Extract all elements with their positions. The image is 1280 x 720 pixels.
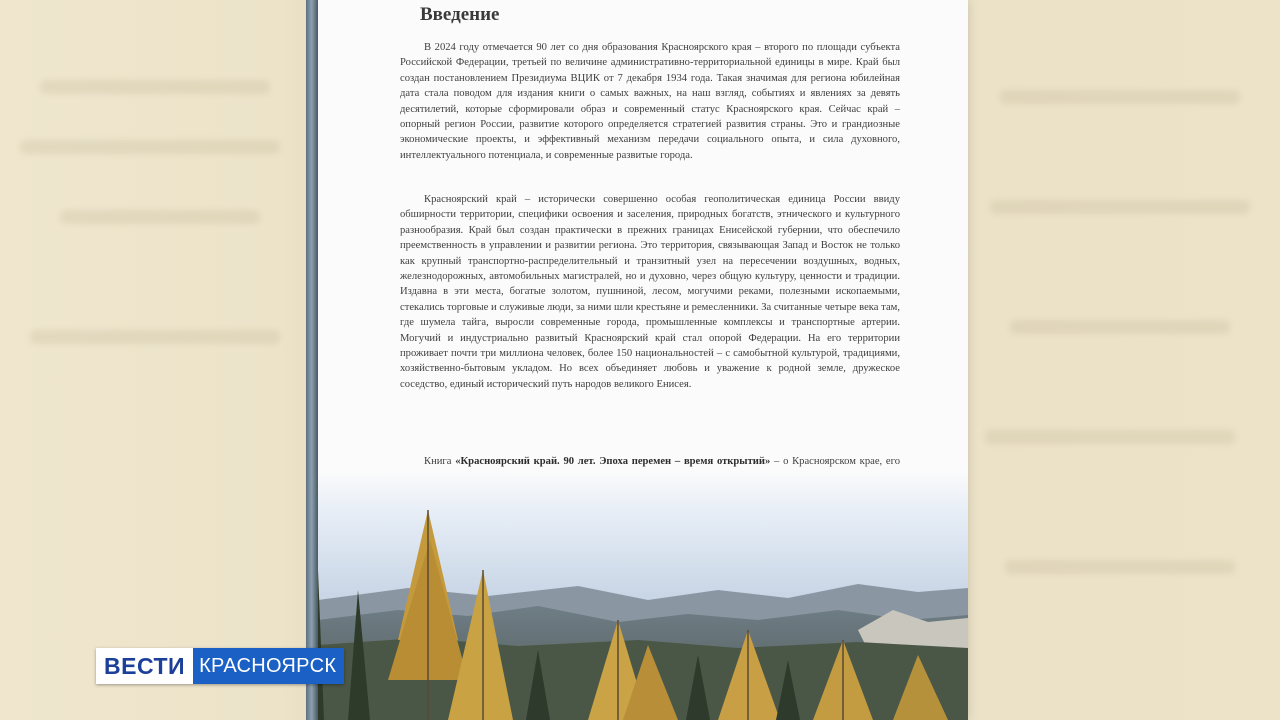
channel-logo bbox=[96, 648, 344, 684]
background-blur-line bbox=[1010, 320, 1230, 334]
intro-paragraph-2: Красноярский край – исторически совершенно особая геополитическая единица России ввиду обширности территории, специфики освоения и заселения, природных богатств, этнического и культурного разнообразия. Край был создан практически в прежних границах Енисейской губернии, что обеспечило преемственность в управлении и развитии региона. Это территория, связывающая Запад и Восток не только как крупный транспортно-распределительный и транзитный узел на пересечении воздушных, водных, железнодорожных, автомобильных магистралей, но и духовно, через общую культуру, ценности и традиции. Издавна в эти места, богатые золотом, пушниной, лесом, могучими реками, полезными ископаемыми, стекались торговые и служивые люди, за ними шли крестьяне и ремесленники. За считанные четыре века там, где шумела тайга, выросли современные города, промышленные комплексы и транспортные артерии. Могучий и индустриально развитый Красноярский край стал опорой Федерации. На его территории проживает почти три миллиона человек, более 150 национальностей – с самобытной культурой, традициями, хозяйственно-бытовым укладом. Но всех объединяет любовь и уважение к родной земле, дружеское соседство, единый исторический путь народов великого Енисея. bbox=[400, 194, 900, 390]
intro-paragraph-1: В 2024 году отмечается 90 лет со дня образования Красноярского края – второго по площади субъекта Российской Федерации, третьей по величине административно-территориальной единицы в мире. Край был создан постановлением Президиума ВЦИК от 7 декабря 1934 года. Такая значимая для региона юбилейная дата стала поводом для издания книги о самых важных, на наш взгляд, событиях и явлениях за девять десятилетий, которые сформировали образ и современный статус Красноярского края. Сейчас край – опорный регион России, развитие которого определяется стратегией развития страны. Это и грандиозные экономические проекты, и эффективный механизм передачи социального опыта, и сила духовного, интеллектуального потенциала, и современные развитые города. bbox=[400, 42, 900, 161]
book-page bbox=[318, 0, 968, 720]
background-blur-line bbox=[20, 140, 280, 154]
background-blur-line bbox=[1000, 90, 1240, 104]
logo-krasnoyarsk: КРАСНОЯРСК bbox=[193, 648, 344, 684]
background-blur-line bbox=[990, 200, 1250, 214]
background-blur-line bbox=[60, 210, 260, 224]
landscape-photo bbox=[318, 470, 968, 720]
background-blur-line bbox=[40, 80, 270, 94]
background-blur-line bbox=[1005, 560, 1235, 574]
background-blur-line bbox=[985, 430, 1235, 444]
book-description-prefix: Книга bbox=[424, 456, 456, 467]
page-title: Введение bbox=[420, 4, 500, 25]
background-blur-line bbox=[30, 330, 280, 344]
logo-vesti: ВЕСТИ bbox=[96, 648, 193, 684]
book-description-suffix: – о Красноярском крае, его bbox=[774, 456, 900, 467]
autumn-larch-landscape-illustration bbox=[318, 470, 968, 720]
book-title: «Красноярский край. 90 лет. Эпоха перемен – время открытий» bbox=[455, 456, 771, 467]
